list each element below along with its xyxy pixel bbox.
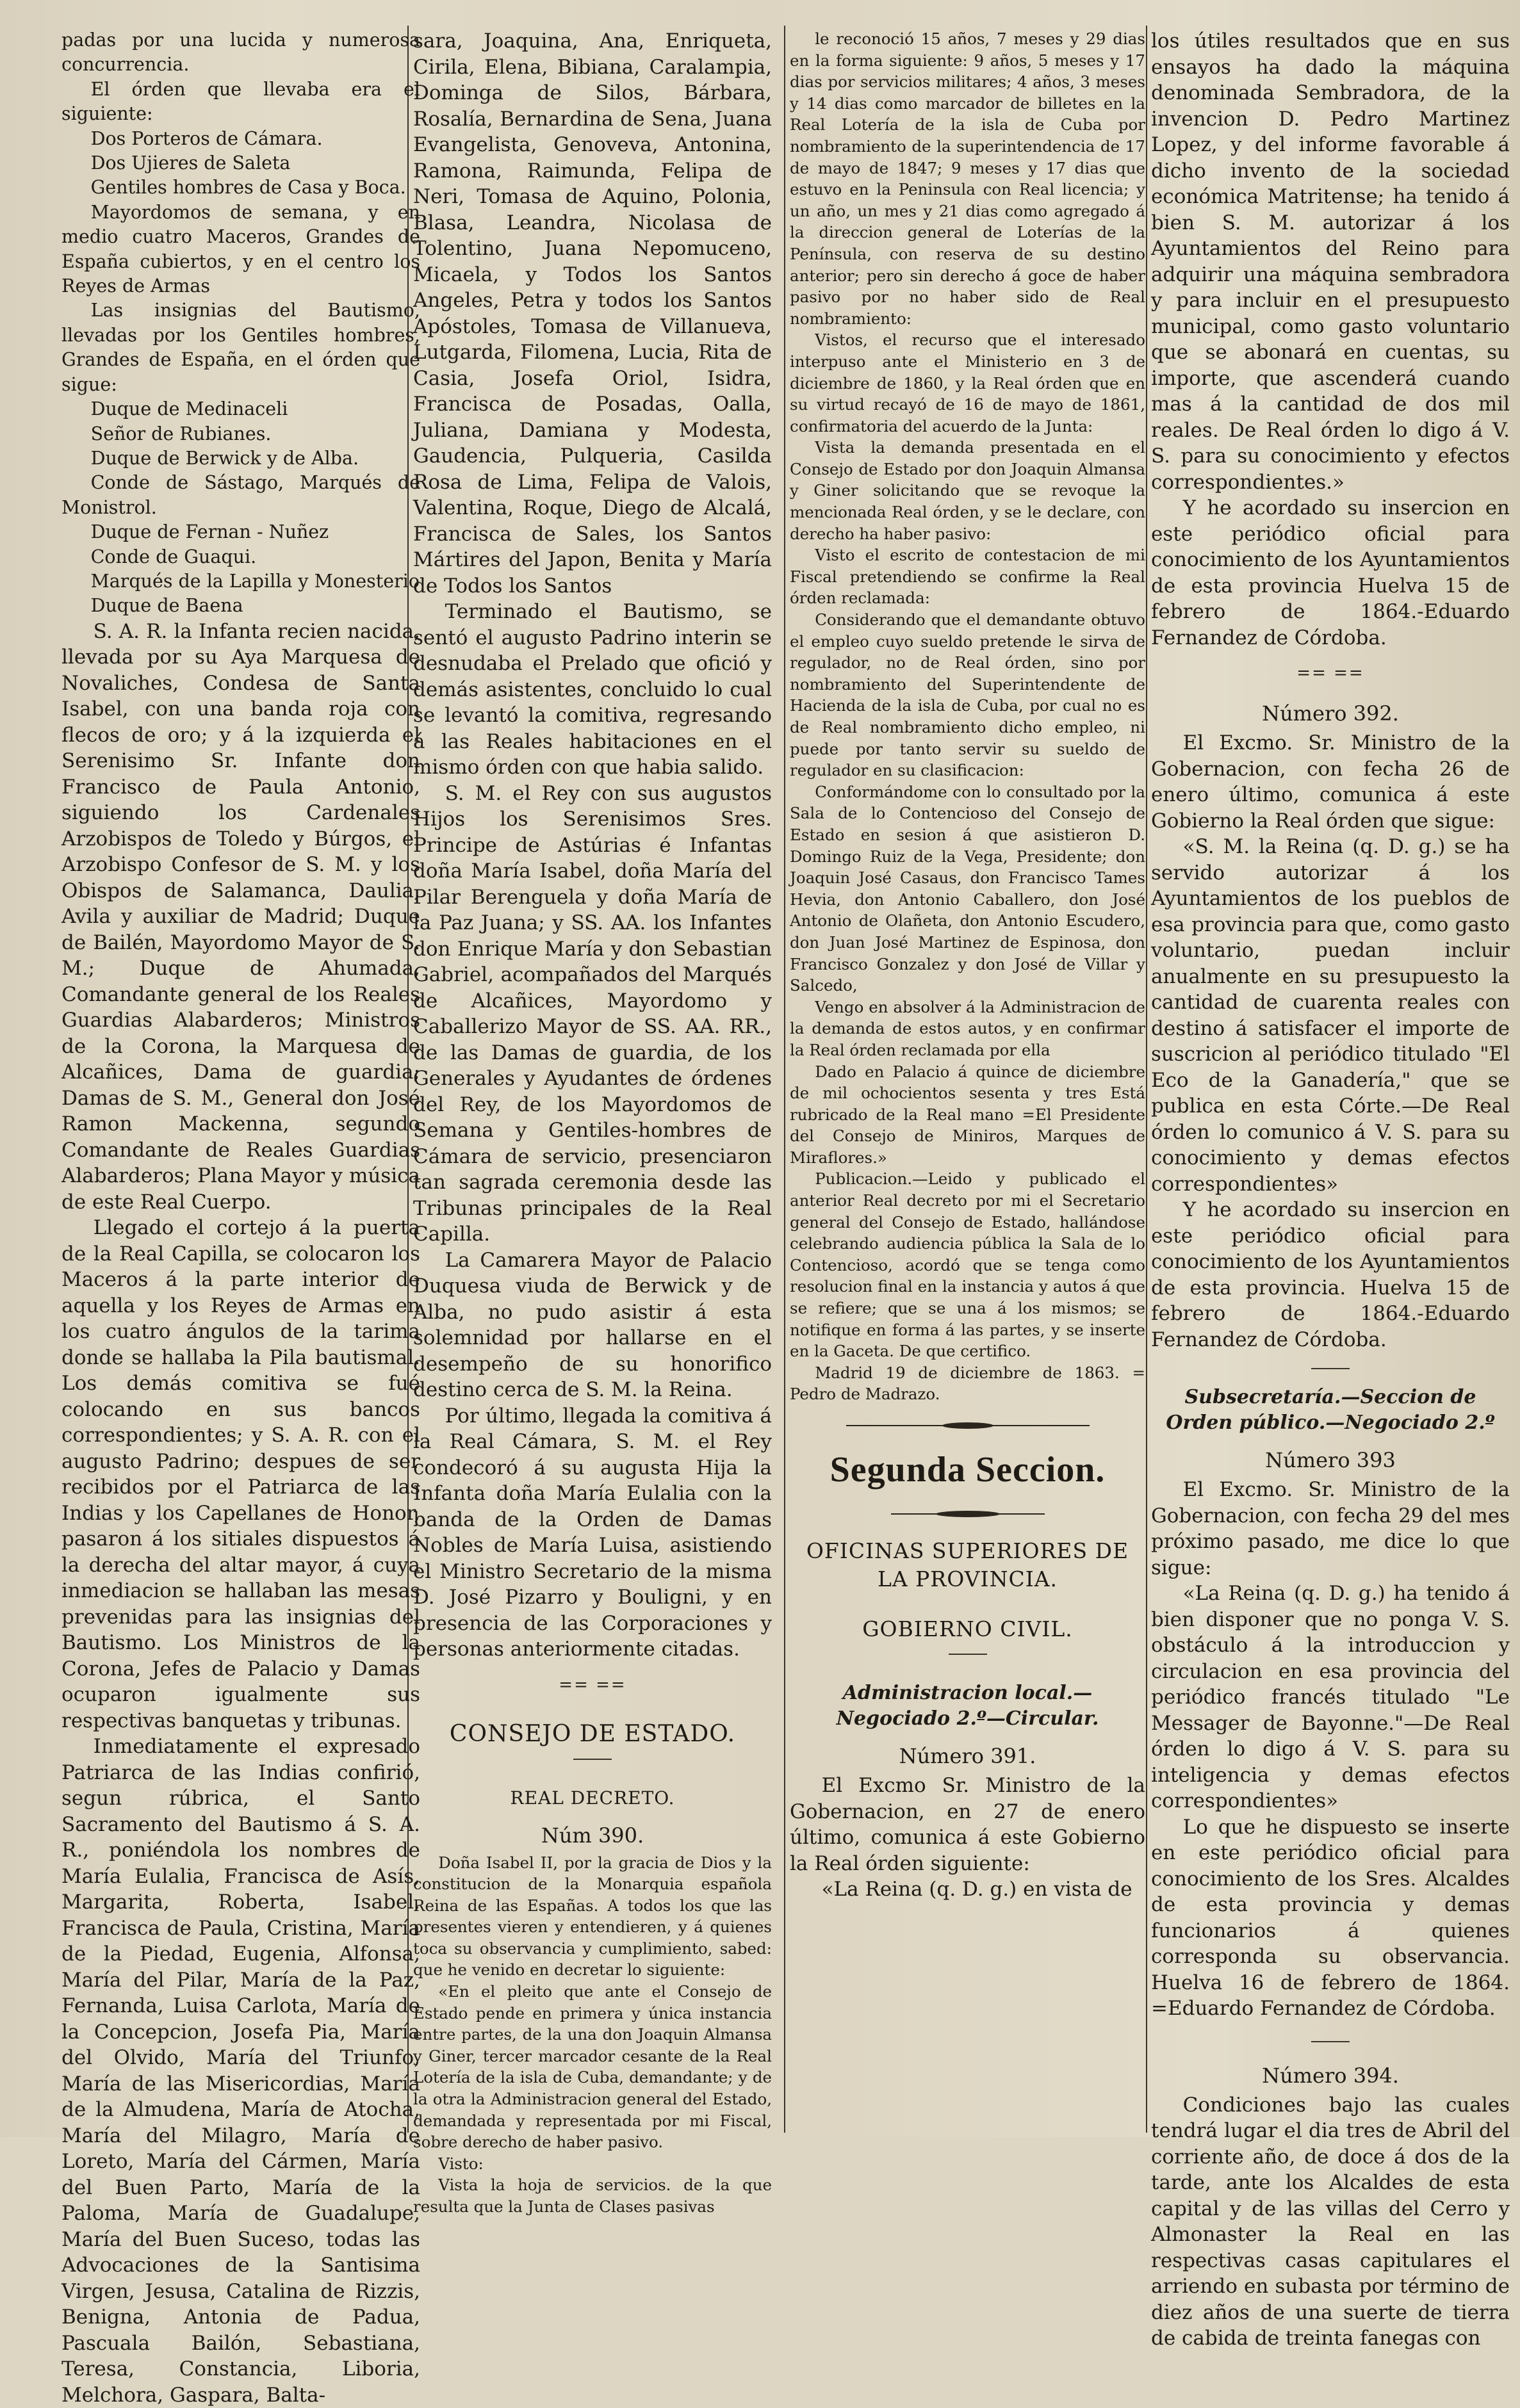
section-heading: CONSEJO DE ESTADO. bbox=[449, 1720, 736, 1747]
paragraph: El órden que llevaba era el siguiente: bbox=[61, 78, 420, 125]
paragraph: Lo que he dispuesto se inserte en este periódico oficial para conocimiento de los Sres. Alcaldes de esta provincia y demas funcionarios á quienes corresponda su observancia. Huelva 16 de febrero de 1864. =Eduardo Fernandez de Córdoba. bbox=[1151, 1815, 1510, 2020]
section-heading: GOBIERNO CIVIL. bbox=[862, 1616, 1073, 1641]
section-heading: OFICINAS SUPERIORES DE LA PROVINCIA. bbox=[806, 1538, 1129, 1591]
paragraph: Visto: bbox=[438, 2154, 484, 2173]
paragraph: los útiles resultados que en sus ensayos ha dado la máquina denominada Sembradora, de la invencion D. Pedro Martinez Lopez, y del informe favorable á dicho invento de la sociedad económica Matritense; ha tenido á bien S. M. autorizar á los Ayuntamientos del Reino para adquirir una máquina sembradora y para incluir en el presupuesto municipal, como gasto voluntario que se abonará en cuentas, su importe, que ascenderá cuando mas á la cantidad de dos mil reales. De Real órden lo digo á V. S. para su conocimiento y efectos correspondientes.» bbox=[1151, 29, 1510, 494]
divider bbox=[1311, 2041, 1350, 2042]
paragraph: le reconoció 15 años, 7 meses y 29 dias en la forma siguiente: 9 años, 5 meses y 17 dias por servicios militares; 4 años, 3 meses y 14 dias como marcador de billetes en la Real Lotería de la isla de Cuba por nombramiento de la superintendencia de 17 de mayo de 1847; 9 meses y 17 dias que estuvo en la Peninsula con Real licencia; y un año, un mes y 21 dias como agregado á la direccion general de Loterías de la Península, con reserva de su destino anterior; pero sin derecho á goce de haber pasivo por no haber sido de Real nombramiento: bbox=[790, 29, 1145, 328]
divider bbox=[573, 1759, 612, 1760]
list-item: Dos Ujieres de Saleta bbox=[90, 152, 291, 174]
paragraph: «La Reina (q. D. g.) ha tenido á bien disponer que no ponga V. S. obstáculo á la introduccion y circulacion en esa provincia del periódico francés titulado "Le Messager de Bayonne."—De Real órden lo digo á V. S. para su inteligencia y demas efectos correspondientes» bbox=[1151, 1582, 1510, 1812]
paragraph: sara, Joaquina, Ana, Enriqueta, Cirila, Elena, Bibiana, Caralampia, Dominga de Silos, Bárbara, Rosalía, Bernardina de Sena, Juana Evangelista, Genoveva, Antonina, Ramona, Raimunda, Felipa de Neri, Tomasa de Aquino, Polonia, Blasa, Leandra, Nicolasa de Tolentino, Juana Nepomuceno, Micaela, y Todos los Santos Angeles, Petra y todos los Santos Apóstoles, Tomasa de Villanueva, Lutgarda, Filomena, Lucia, Rita de Casia, Josefa Oriol, Isidra, Francisca de Posadas, Oalla, Juliana, Damiana y Modesta, Gaudencia, Pulqueria, Casilda Rosa de Lima, Felipa de Valois, Valentina, Roque, Diego de Alcalá, Francisca de Sales, los Santos Mártires del Japon, Benita y María de Todos los Santos bbox=[413, 29, 772, 598]
section-title: Segunda Seccion. bbox=[829, 1450, 1106, 1490]
paragraph: Y he acordado su insercion en este periódico oficial para conocimiento de los Ayuntamientos de esta provincia Huelva 15 de febrero de 1864.-Eduardo Fernandez de Córdoba. bbox=[1151, 496, 1510, 649]
paragraph: S. A. R. la Infanta recien nacida, llevada por su Aya Marquesa de Novaliches, Condesa de Santa Isabel, con una banda roja con flecos de oro; y á la izquierda el Serenisimo Sr. Infante don Francisco de Paula Antonio, siguiendo los Cardenales Arzobispos de Toledo y Búrgos, el Arzobispo Confesor de S. M. y los Obispos de Salamanca, Daulia, Avila y auxiliar de Madrid; Duque de Bailén, Mayordomo Mayor de S. M.; Duque de Ahumada, Comandante general de los Reales Guardias Alabarderos; Ministros de la Corona, la Marquesa de Alcañices, Dama de guardia; Damas de S. M., General don José Ramon Mackenna, segundo Comandante de Reales Guardias Alabarderos; Plana Mayor y música de este Real Cuerpo. bbox=[61, 619, 420, 1214]
separator: == == bbox=[559, 1675, 626, 1695]
paragraph: Terminado el Bautismo, se sentó el augusto Padrino interin se desnudaba el Prelado que ofició y demás asistentes, concluido lo cual se levantó la comitiva, regresando á las Reales habitaciones en el mismo órden con que habia salido. bbox=[413, 600, 772, 779]
paragraph: padas por una lucida y numerosa concurrencia. bbox=[61, 29, 420, 76]
list-item: Marqués de la Lapilla y Monesterio bbox=[90, 570, 420, 592]
list-item: Conde de Guaqui. bbox=[90, 546, 257, 567]
separator: == == bbox=[1296, 663, 1364, 683]
paragraph: Por último, llegada la comitiva á la Real Cámara, S. M. el Rey condecoró á su augusta Hija la Infanta doña María Eulalia con la banda de la Orden de Damas Nobles de María Luisa, asistiendo el Ministro Secretario de la misma D. José Pizarro y Bouligni, y en presencia de las Corporaciones y personas anteriormente citadas. bbox=[413, 1404, 772, 1661]
paragraph: Inmediatamente el expresado Patriarca de las Indias confirió, segun rúbrica, el Santo Sacramento del Bautismo á S. A. R., poniéndola los nombres de María Eulalia, Francisca de Asís, Margarita, Roberta, Isabel, Francisca de Paula, Cristina, María de la Piedad, Eugenia, Alfonsa, María del Pilar, María de la Paz, Fernanda, Luisa Carlota, María de la Concepcion, Josefa Pia, María del Olvido, María del Triunfo, María de las Misericordias, María de la Almudena, María de Atocha, María del Milagro, María de Loreto, María del Cármen, María del Buen Parto, María de la Paloma, María de Guadalupe, María del Buen Suceso, todas las Advocaciones de la Santisima Virgen, Jesusa, Catalina de Rizzis, Benigna, Antonia de Padua, Pascuala Bailón, Sebastiana, Teresa, Constancia, Liboria, Melchora, Gaspara, Balta- bbox=[61, 1735, 420, 2407]
section-heading: REAL DECRETO. bbox=[510, 1787, 675, 1809]
divider bbox=[949, 1654, 987, 1655]
paragraph: El Excmo. Sr. Ministro de la Gobernacion, con fecha 29 del mes próximo pasado, me dice lo que sigue: bbox=[1151, 1478, 1510, 1579]
paragraph: Vengo en absolver á la Administracion de la demanda de estos autos, y en confirmar la Real órden reclamada por ella bbox=[790, 997, 1145, 1059]
paragraph: S. M. el Rey con sus augustos Hijos los Serenisimos Sres. Principe de Astúrias é Infantas doña María Isabel, doña María del Pilar Berenguela y doña María de la Paz Juana; y SS. AA. los Infantes don Enrique María y don Sebastian Gabriel, acompañados del Marqués de Alcañices, Mayordomo y Caballerizo Mayor de SS. AA. RR., de las Damas de guardia, de los Generales y Ayudantes de órdenes del Rey, de los Mayordomos de Semana y Gentiles-hombres de Cámara de servicio, presenciaron tan sagrada ceremonia desde las Tribunas principales de la Real Capilla. bbox=[413, 781, 772, 1246]
paragraph: El Excmo Sr. Ministro de la Gobernacion, en 27 de enero último, comunica á este Gobierno la Real órden siguiente: bbox=[790, 1774, 1145, 1875]
column-2 bbox=[413, 28, 772, 2218]
item-number: Número 391. bbox=[899, 1744, 1036, 1768]
paragraph: «La Reina (q. D. g.) en vista de bbox=[821, 1878, 1132, 1901]
paragraph: Mayordomos de semana, y en medio cuatro Maceros, Grandes de España cubiertos, y en el centro los Reyes de Armas bbox=[61, 201, 420, 297]
list-item: Duque de Medinaceli bbox=[90, 398, 288, 420]
paragraph: Vistos, el recurso que el interesado interpuso ante el Ministerio en 3 de diciembre de 1860, y la Real órden que en su virtud recayó de 16 de mayo de 1861, confirmatoria del acuerdo de la Junta: bbox=[790, 330, 1145, 435]
divider bbox=[1311, 1368, 1350, 1369]
paragraph: Vista la hoja de servicios. de la que resulta que la Junta de Clases pasivas bbox=[413, 2176, 772, 2216]
list-item: Gentiles hombres de Casa y Boca. bbox=[90, 177, 406, 199]
paragraph: Condiciones bajo las cuales tendrá lugar el dia tres de Abril del corriente año, de doce á dos de la tarde, ante los Alcaldes de esta capital y de las villas del Cerro y Almonaster la Real en las respectivas casas capitulares el arriendo en subasta por término de diez años de una suerte de tierra de cabida de treinta fanegas con bbox=[1151, 2093, 1510, 2350]
paragraph: «En el pleito que ante el Consejo de Estado pende en primera y única instancia entre partes, de la una don Joaquin Almansa y Giner, tercer marcador cesante de la Real Lotería de la isla de Cuba, demandante; y de la otra la Administracion general del Estado, demandada y representada por mi Fiscal, sobre derecho de haber pasivo. bbox=[413, 1982, 772, 2152]
divider-ornament bbox=[846, 1422, 1090, 1429]
item-number: Núm 390. bbox=[541, 1823, 644, 1848]
paragraph: El Excmo. Sr. Ministro de la Gobernacion, con fecha 26 de enero último, comunica á este Gobierno la Real órden que sigue: bbox=[1151, 731, 1510, 833]
column-rule bbox=[784, 26, 785, 2133]
column-1 bbox=[61, 28, 420, 2408]
item-number: Número 394. bbox=[1262, 2063, 1399, 2088]
section-subheading: Administracion local.—Negociado 2.º—Circular. bbox=[836, 1682, 1099, 1730]
list-item: Conde de Sástago, Marqués de Monistrol. bbox=[61, 472, 420, 518]
paragraph: Visto el escrito de contestacion de mi Fiscal pretendiendo se confirme la Real órden reclamada: bbox=[790, 546, 1145, 608]
list-item: Duque de Baena bbox=[90, 595, 243, 617]
list-item: Señor de Rubianes. bbox=[90, 423, 272, 444]
column-rule bbox=[1146, 26, 1147, 2133]
paragraph: Madrid 19 de diciembre de 1863. = Pedro de Madrazo. bbox=[790, 1363, 1145, 1404]
item-number: Número 392. bbox=[1262, 701, 1399, 726]
paragraph: Conformándome con lo consultado por la Sala de lo Contencioso del Consejo de Estado en sesion á que asistieron D. Domingo Ruiz de la Vega, Presidente; don Joaquin José Casaus, don Francisco Tames Hevia, don Antonio Caballero, don José Antonio de Olañeta, don Antonio Escudero, don Juan José Martinez de Espinosa, don Francisco Gonzalez y don José de Villar y Salcedo, bbox=[790, 782, 1145, 995]
paragraph: Llegado el cortejo á la puerta de la Real Capilla, se colocaron los Maceros á la parte interior de aquella y los Reyes de Armas en los cuatro ángulos de la tarima donde se hallaba la Pila bautismal. Los demás comitiva se fué colocando en sus bancos correspondientes; y S. A. R. con el augusto Padrino; despues de ser recibidos por el Patriarca de las Indias y los Capellanes de Honor, pasaron á los sitiales dispuestos á la derecha del altar mayor, á cuya inmediacion se hallaban las mesas prevenidas para las insignias del Bautismo. Los Ministros de la Corona, Jefes de Palacio y Damas ocuparon igualmente sus respectivas banquetas y tribunas. bbox=[61, 1216, 420, 1732]
paragraph: La Camarera Mayor de Palacio Duquesa viuda de Berwick y de Alba, no pudo asistir á esta solemnidad por hallarse en el desempeño de su honorifico destino cerca de S. M. la Reina. bbox=[413, 1248, 772, 1401]
section-subheading: Subsecretaría.—Seccion de Orden público.—Negociado 2.º bbox=[1166, 1386, 1495, 1434]
paragraph: Dado en Palacio á quince de diciembre de mil ochocientos sesenta y tres Está rubricado de la Real mano =El Presidente del Consejo de Miniros, Marques de Miraflores.» bbox=[790, 1062, 1145, 1167]
paragraph: Y he acordado su insercion en este periódico oficial para conocimiento de los Ayuntamientos de esta provincia. Huelva 15 de febrero de 1864.-Eduardo Fernandez de Córdoba. bbox=[1151, 1198, 1510, 1351]
list-item: Dos Porteros de Cámara. bbox=[90, 127, 323, 149]
paragraph: «S. M. la Reina (q. D. g.) se ha servido autorizar á los Ayuntamientos de los pueblos de esa provincia para que, como gasto voluntario, puedan incluir anualmente en su presupuesto la cantidad de cuarenta reales con destino á satisfacer el importe de suscricion al periódico titulado "El Eco de la Ganadería," que se publica en esta Córte.—De Real órden lo comunico á V. S. para su conocimiento y demas efectos correspondientes» bbox=[1151, 835, 1510, 1196]
item-number: Número 393 bbox=[1265, 1448, 1396, 1472]
column-4 bbox=[1151, 28, 1510, 2352]
divider-ornament bbox=[846, 1510, 1090, 1518]
paragraph: Publicacion.—Leido y publicado el anterior Real decreto por mi el Secretario general del Consejo de Estado, hallándose celebrando audiencia pública la Sala de lo Contencioso, acordó que se tenga como resolucion final en la instancia y autos á que se refiere; que se una á los mismos; se notifique en forma á las partes, y se inserte en la Gaceta. De que certifico. bbox=[790, 1169, 1145, 1361]
paragraph: Doña Isabel II, por la gracia de Dios y la constitucion de la Monarquia española Reina de las Españas. A todos los que las presentes vieren y entendieren, y á quienes toca su observancia y cumplimiento, sabed: que he venido en decretar lo siguiente: bbox=[413, 1853, 772, 1980]
column-3 bbox=[790, 28, 1145, 1903]
paragraph: Considerando que el demandante obtuvo el empleo cuyo sueldo pretende le sirva de regulador, no de Real órden, sino por nombramiento del Superintendente de Hacienda de la isla de Cuba, por cual no es de Real nombramiento dicho empleo, ni puede por tanto servir su sueldo de regulador en su clasificacion: bbox=[790, 610, 1145, 780]
paragraph: Las insignias del Bautismo, llevadas por los Gentiles hombres, Grandes de España, en el órden que sigue: bbox=[61, 300, 420, 395]
paragraph: Vista la demanda presentada en el Consejo de Estado por don Joaquin Almansa y Giner solicitando que se revoque la mencionada Real órden, y se le declare, con derecho ha haber pasivo: bbox=[790, 438, 1145, 543]
list-item: Duque de Fernan - Nuñez bbox=[90, 521, 329, 543]
list-item: Duque de Berwick y de Alba. bbox=[90, 447, 359, 469]
